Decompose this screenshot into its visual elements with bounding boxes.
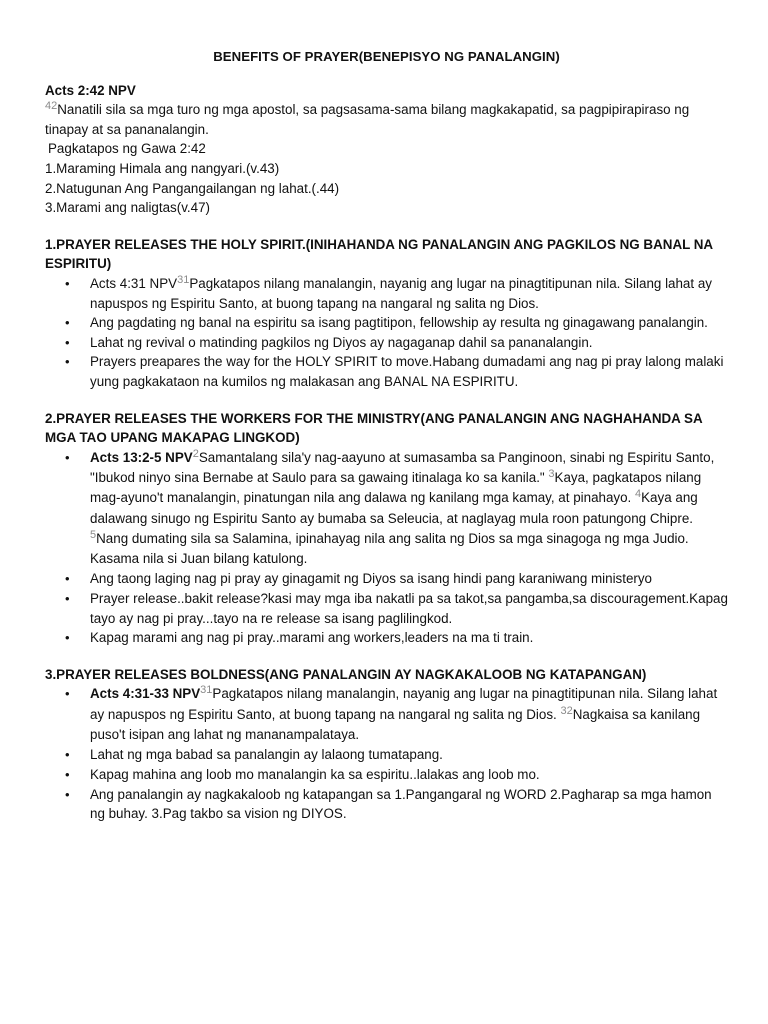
- bullet-item: • Lahat ng mga babad sa panalangin ay lalaong tumatapang.: [90, 745, 728, 765]
- bullet-item: • Ang taong laging nag pi pray ay ginagamit ng Diyos sa isang hindi pang karaniwang ministeryo: [90, 569, 728, 589]
- verse-text: Pagkatapos nilang manalangin, nayanig ang lugar na pinagtitipunan nila. Silang lahat ay napuspos ng Espiritu Santo, at buong tapang na nangaral ng salita ng Dios.: [90, 275, 712, 311]
- section-bullets: [45, 448, 728, 648]
- intro-point: 2.Natugunan Ang Pangangailangan ng lahat.(.44): [45, 180, 340, 196]
- bullet-item: [90, 448, 728, 570]
- verse-number: 42: [45, 100, 58, 113]
- bullet-item: • Prayers preapares the way for the HOLY SPIRIT to move.Habang dumadami ang nag pi pray lalong malaki yung pagkakataon na kumilos ng malakasan ang BANAL NA ESPIRITU.: [90, 352, 728, 391]
- section-heading: 1.PRAYER RELEASES THE HOLY SPIRIT.(INIHAHANDA NG PANALANGIN ANG PAGKILOS NG BANAL NA ESPIRITU): [45, 236, 713, 272]
- intro-verse: [45, 100, 728, 139]
- bullet-item: [90, 274, 728, 313]
- intro-reference: Acts 2:42 NPV: [45, 82, 136, 98]
- verse-text: Kaya ang dalawang sinugo ng Espiritu Santo ay bumaba sa Seleucia, at naglayag mula roon patungong Chipre.: [90, 490, 698, 526]
- bullet-item: • Ang panalangin ay nagkakaloob ng katapangan sa 1.Pangangaral ng WORD 2.Pagharap sa mga hamon ng buhay. 3.Pag takbo sa vision ng DIYOS.: [90, 785, 728, 824]
- bullet-item: • Lahat ng revival o matinding pagkilos ng Diyos ay nagaganap dahil sa pananalangin.: [90, 333, 728, 353]
- verse-text: Nagkaisa sa kanilang puso't isipan ang lahat ng mananampalataya.: [90, 706, 701, 743]
- intro-after-label: Pagkatapos ng Gawa 2:42: [48, 141, 206, 157]
- document-title: BENEFITS OF PRAYER(BENEPISYO NG PANALANGIN): [213, 49, 560, 64]
- scripture-reference: Acts 4:31-33 NPV: [90, 686, 201, 702]
- section-heading: 3.PRAYER RELEASES BOLDNESS(ANG PANALANGIN AY NAGKAKALOOB NG KATAPANGAN): [45, 666, 647, 682]
- scripture-reference: Acts 4:31 NPV: [90, 275, 178, 291]
- bullet-item: • Ang pagdating ng banal na espiritu sa isang pagtitipon, fellowship ay resulta ng ginagawang panalangin.: [90, 313, 728, 333]
- verse-text: Pagkatapos nilang manalangin, nayanig ang lugar na pinagtitipunan nila. Silang lahat ay napuspos ng Espiritu Santo, at buong tapang na nangaral ng salita ng Dios.: [90, 686, 718, 722]
- scripture-reference: Acts 13:2-5 NPV: [90, 449, 193, 465]
- verse-number: 5: [90, 528, 97, 541]
- verse-number: 32: [560, 704, 573, 717]
- section-bullets: [45, 274, 728, 392]
- verse-text: Kaya, pagkatapos nilang mag-ayuno't manalangin, pinatungan nila ang dalawa ng kanilang mga kamay, at pinahayo.: [90, 469, 702, 506]
- verse-number: 31: [200, 684, 213, 697]
- verse-text: Nang dumating sila sa Salamina, ipinahayag nila ang salita ng Dios sa mga sinagoga ng mga Judio. Kasama nila si Juan bilang katulong.: [90, 530, 689, 567]
- section-bullets: [45, 684, 728, 823]
- intro-point: 3.Marami ang naligtas(v.47): [45, 200, 210, 216]
- bullet-item: • Prayer release..bakit release?kasi may mga iba nakatli pa sa takot,sa pangamba,sa discouragement.Kapag tayo ay nag pi pray...tayo na re release sa isang paglilingkod.: [90, 589, 728, 628]
- verse-text: Samantalang sila'y nag-aayuno at sumasamba sa Panginoon, sinabi ng Espiritu Santo, "Ibukod ninyo sina Bernabe at Saulo para sa gawaing itinalaga ko sa kanila.": [90, 449, 715, 485]
- intro-point: 1.Maraming Himala ang nangyari.(v.43): [45, 160, 280, 176]
- verse-number: 2: [192, 447, 199, 460]
- bullet-item: • Kapag mahina ang loob mo manalangin ka sa espiritu..lalakas ang loob mo.: [90, 765, 728, 785]
- bullet-item: [90, 684, 728, 745]
- intro-verse-text: Nanatili sila sa mga turo ng mga apostol, sa pagsasama-sama bilang magkakapatid, sa pagpipirapiraso ng tinapay at sa pananalangin.: [45, 102, 690, 137]
- verse-number: 3: [548, 467, 555, 480]
- verse-number: 31: [177, 273, 190, 286]
- bullet-item: • Kapag marami ang nag pi pray..marami ang workers,leaders na ma ti train.: [90, 628, 728, 648]
- section-heading: 2.PRAYER RELEASES THE WORKERS FOR THE MINISTRY(ANG PANALANGIN ANG NAGHAHANDA SA MGA TAO UPANG MAKAPAG LINGKOD): [45, 410, 703, 446]
- verse-number: 4: [635, 488, 642, 501]
